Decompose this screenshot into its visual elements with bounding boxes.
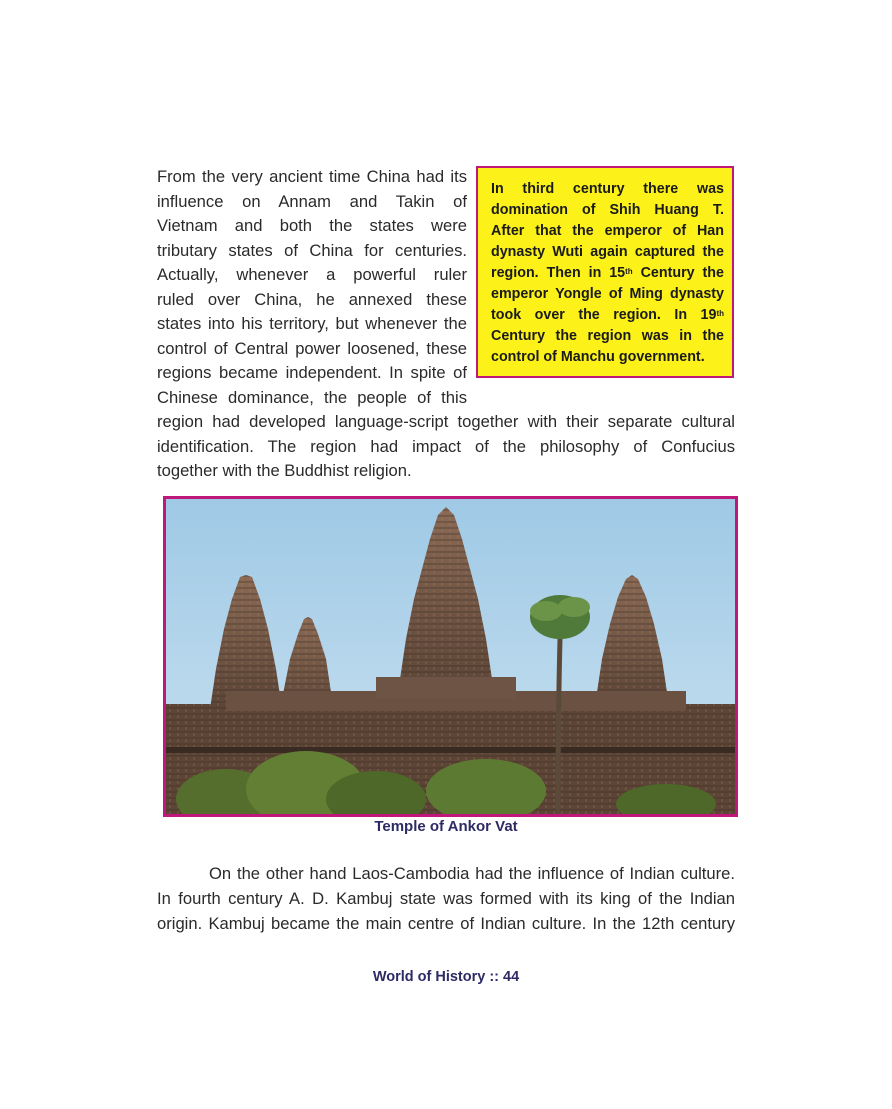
- body-line: In fourth century A. D. Kambuj state was formed with its king of the Indian: [157, 889, 735, 908]
- intro-line: From the very ancient time China had its: [157, 167, 467, 186]
- temple-illustration: [166, 499, 735, 814]
- info-box-line: took over the region. In 19th: [491, 307, 724, 323]
- info-box-line: emperor Yongle of Ming dynasty: [491, 286, 724, 302]
- intro-line: identification. The region had impact of the philosophy of Confucius: [157, 436, 735, 456]
- temple-photo: [163, 496, 738, 817]
- info-box-line: After that the emperor of Han: [491, 223, 724, 239]
- intro-line: tributary states of China for centuries.: [157, 240, 467, 260]
- info-box-line: region. Then in 15th Century the: [491, 265, 724, 281]
- info-box-line: control of Manchu government.: [491, 349, 705, 365]
- body-line: origin. Kambuj became the main centre of Indian culture. In the 12th century: [157, 914, 735, 933]
- intro-line: influence on Annam and Takin of: [157, 191, 467, 211]
- intro-line: regions became independent. In spite of: [157, 363, 467, 382]
- intro-line: Chinese dominance, the people of this: [157, 387, 467, 407]
- info-box-line: In third century there was: [491, 181, 724, 197]
- intro-line: Actually, whenever a powerful ruler: [157, 265, 467, 284]
- intro-line: states into his territory, but whenever the: [157, 314, 467, 333]
- intro-line: ruled over China, he annexed these: [157, 289, 467, 309]
- info-box: [476, 166, 734, 378]
- intro-line: region had developed language-script together with their separate cultural: [157, 412, 735, 431]
- info-box-line: domination of Shih Huang T.: [491, 202, 724, 218]
- intro-line: together with the Buddhist religion.: [157, 461, 412, 480]
- intro-line: control of Central power loosened, these: [157, 338, 467, 358]
- info-box-line: dynasty Wuti again captured the: [491, 244, 724, 260]
- body-line: On the other hand Laos-Cambodia had the influence of Indian culture.: [209, 864, 735, 883]
- page-footer: World of History :: 44: [372, 969, 520, 985]
- figure-caption: Temple of Ankor Vat: [374, 818, 518, 835]
- info-box-line: Century the region was in the: [491, 328, 724, 344]
- intro-line: Vietnam and both the states were: [157, 216, 467, 235]
